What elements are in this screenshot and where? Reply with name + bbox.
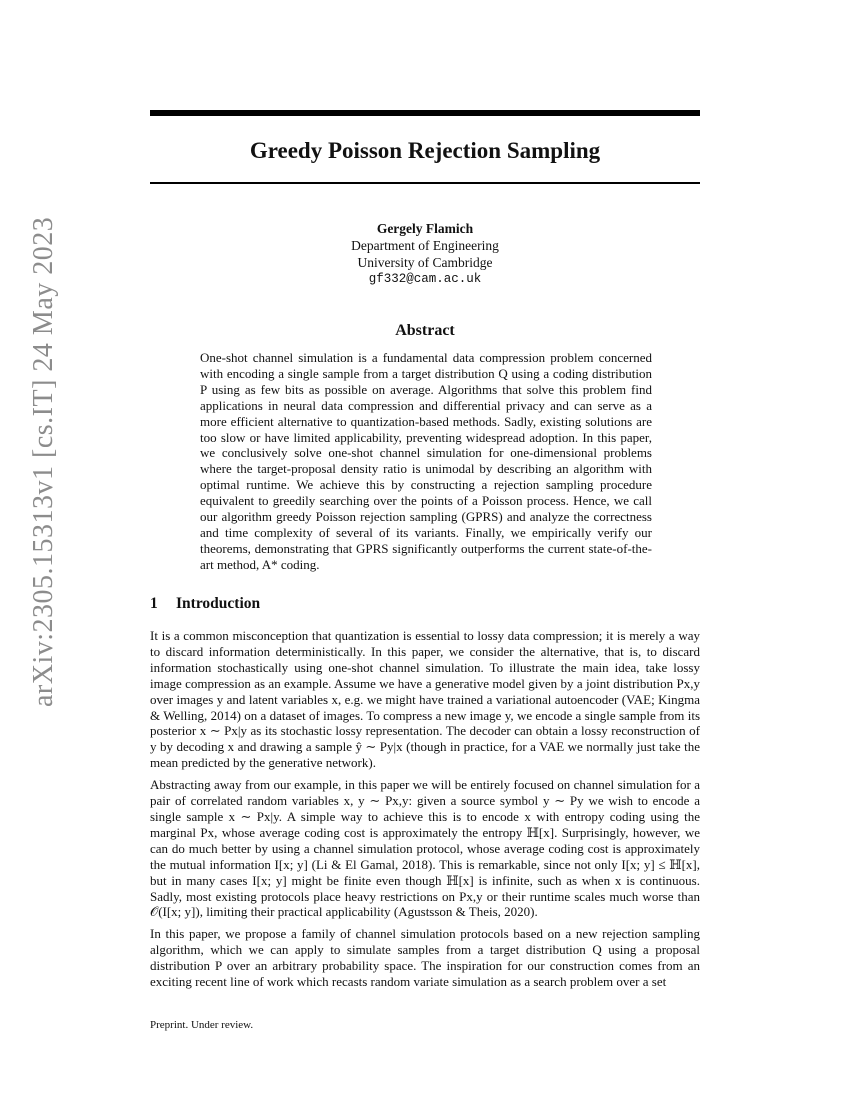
author-block: [150, 220, 700, 288]
section-title: Introduction: [176, 595, 261, 612]
paper-title: Greedy Poisson Rejection Sampling: [249, 138, 601, 163]
abstract-heading: Abstract: [395, 322, 455, 339]
author-institution: University of Cambridge: [357, 255, 493, 270]
title-bottom-rule: [150, 182, 700, 184]
section-number: 1: [150, 595, 158, 612]
section-heading: [150, 594, 700, 614]
author-name: Gergely Flamich: [376, 221, 474, 236]
title-top-rule: [150, 110, 700, 116]
abstract-text: One-shot channel simulation is a fundamental data compression problem concerned with encoding a single sample from a target distribution Q using a coding distribution P using as few bits as possible on average. Algorithms that solve this problem find applications in neural data compression and differential privacy and can serve as a more efficient alternative to quantization-based methods. Sadly, existing solutions are too slow or have limited applicability, preventing widespread adoption. In this paper, we conclusively solve one-shot channel simulation for one-dimensional problems where the target-proposal density ratio is unimodal by describing an algorithm with optimal runtime. We achieve this by constructing a rejection sampling procedure equivalent to greedily searching over the points of a Poisson process. Hence, we call our algorithm greedy Poisson rejection sampling (GPRS) and analyze the correctness and time complexity of several of its variants. Finally, we empirically verify our theorems, demonstrating that GPRS significantly outperforms the current state-of-the-art method, A* coding.: [200, 350, 652, 572]
arxiv-identifier-stamp: arXiv:2305.15313v1 [cs.IT] 24 May 2023: [28, 216, 59, 707]
footer-note: Preprint. Under review.: [150, 1019, 254, 1031]
introduction-body: [150, 628, 700, 996]
paragraph: It is a common misconception that quantization is essential to lossy data compression; it is merely a way to discard information deterministically. In this paper, we consider the alternative, that is, to discard information stochastically using one-shot channel simulation. To illustrate the main idea, take lossy image compression as an example. Assume we have a generative model given by a joint distribution Px,y over images y and latent variables x, e.g. we might have trained a variational autoencoder (VAE; Kingma & Welling, 2014) on a dataset of images. To compress a new image y, we encode a single sample from its posterior x ∼ Px|y as its stochastic lossy representation. The decoder can obtain a lossy reconstruction of y by decoding x and drawing a sample ŷ ∼ Py|x (though in practice, for a VAE we normally just take the mean predicted by the generative network).: [150, 628, 700, 771]
paragraph: Abstracting away from our example, in this paper we will be entirely focused on channel simulation for a pair of correlated random variables x, y ∼ Px,y: given a source symbol y ∼ Py we wish to encode a single sample x ∼ Px|y. A simple way to achieve this is to encode x with entropy coding using the marginal Px, whose average coding cost is approximately the entropy ℍ[x]. Surprisingly, however, we can do much better by using a channel simulation protocol, whose average coding cost is approximately the mutual information I[x; y] (Li & El Gamal, 2018). This is remarkable, since not only I[x; y] ≤ ℍ[x], but in many cases I[x; y] might be finite even though ℍ[x] is infinite, such as when x is continuous. Sadly, most existing protocols place heavy restrictions on Px,y or their runtime scales much worse than 𝒪(I[x; y]), limiting their practical applicability (Agustsson & Theis, 2020).: [150, 777, 700, 920]
author-department: Department of Engineering: [351, 238, 499, 253]
paragraph: In this paper, we propose a family of channel simulation protocols based on a new rejection sampling algorithm, which we can apply to simulate samples from a target distribution Q using a proposal distribution P over an arbitrary probability space. The inspiration for our construction comes from an exciting recent line of work which recasts random variate simulation as a search problem over a set: [150, 926, 700, 990]
author-email: gf332@cam.ac.uk: [368, 272, 482, 286]
